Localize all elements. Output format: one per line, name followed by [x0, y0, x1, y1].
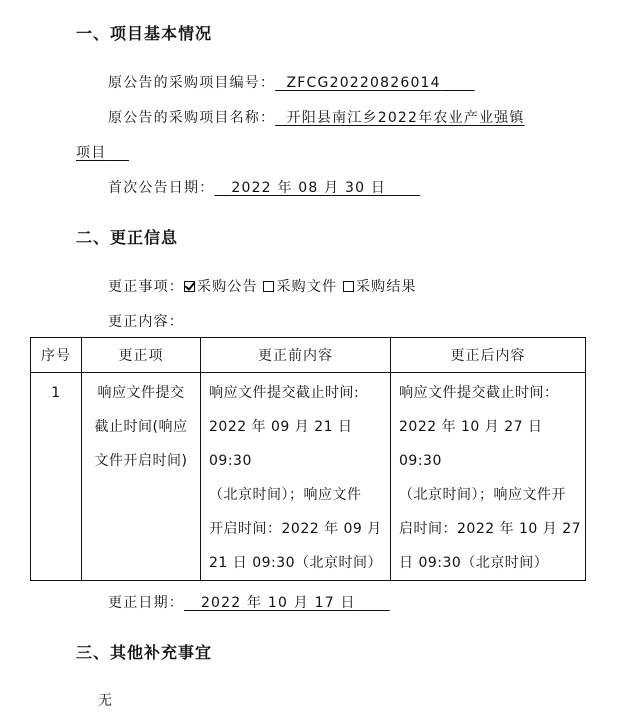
section-title-correction: 二、更正信息 [76, 228, 179, 247]
option-procurement-file: 采购文件 [263, 279, 337, 295]
table-header-row [31, 338, 586, 373]
other-text: 无 [98, 693, 114, 709]
option-procurement-notice: 采购公告 [184, 279, 258, 295]
project-name-continued: 项目 [76, 145, 107, 161]
header-after: 更正后内容 [391, 338, 586, 373]
header-before: 更正前内容 [201, 338, 391, 373]
correction-items-label: 更正事项： [108, 279, 184, 295]
project-name-value: 开阳县南江乡2022年农业产业强镇 [286, 110, 525, 126]
correction-date-label: 更正日期： [108, 595, 184, 611]
correction-content-label: 更正内容： [108, 314, 184, 330]
correction-table [30, 337, 586, 581]
header-no: 序号 [31, 338, 82, 373]
section-title-other: 三、其他补充事宜 [76, 643, 213, 662]
cell-before: 响应文件提交截止时间: 2022 年 09 月 21 日 09:30 （北京时间）；响应文件 开启时间：2022 年 09 月 21 日 09:30（北京时间） [201, 373, 391, 581]
first-date-value: 2022 年 08 月 30 日 [231, 180, 387, 196]
first-announcement-date-row [108, 177, 420, 197]
checkbox-empty-icon [343, 281, 354, 292]
project-name-label: 原公告的采购项目名称： [108, 110, 276, 126]
project-number-row [108, 72, 475, 92]
correction-date-value: 2022 年 10 月 17 日 [200, 595, 356, 611]
cell-after: 响应文件提交截止时间： 2022 年 10 月 27 日 09:30 （北京时间）；响应文件开 启时间：2022 年 10 月 27 日 09:30（北京时间） [391, 373, 586, 581]
correction-date-row [108, 592, 390, 612]
table-row [31, 373, 586, 581]
project-number-label: 原公告的采购项目编号： [108, 75, 276, 91]
checkbox-empty-icon [263, 281, 274, 292]
cell-item: 响应文件提交 截止时间(响应 文件开启时间) [82, 373, 201, 581]
option-procurement-result: 采购结果 [343, 279, 417, 295]
project-number-value: ZFCG20220826014 [286, 75, 441, 91]
header-item: 更正项 [82, 338, 201, 373]
checkbox-checked-icon [184, 281, 195, 292]
project-name-row [108, 107, 525, 127]
first-date-label: 首次公告日期： [108, 180, 215, 196]
correction-items-row [108, 276, 417, 296]
cell-no: 1 [31, 373, 82, 581]
section-title-basic-info: 一、项目基本情况 [76, 24, 213, 43]
